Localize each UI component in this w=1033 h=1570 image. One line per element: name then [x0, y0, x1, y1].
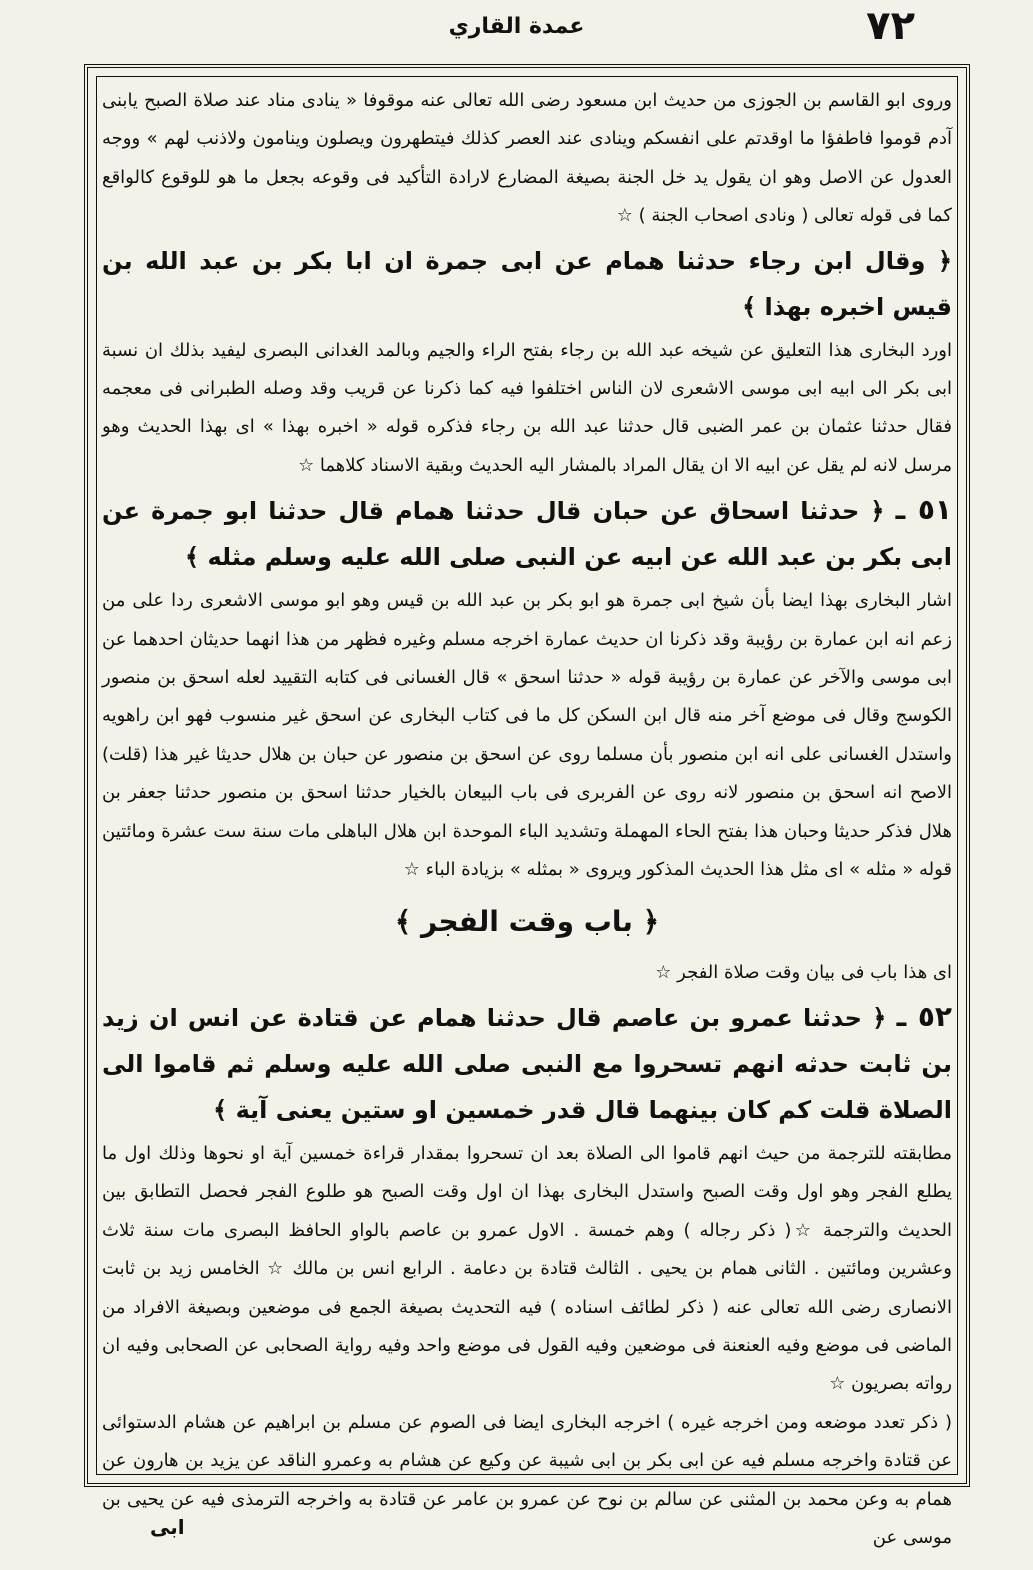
hadith-52-text: ﴿ حدثنا عمرو بن عاصم قال حدثنا همام عن قتادة عن انس ان زید بن ثابت حدثه انهم تسحروا مع النبی صلی الله علیه وسلم ثم قاموا الی الصلاة قلت کم کان بینهما قال قدر خمسین او ستین یعنی آیة ﴾: [102, 1003, 952, 1124]
running-title: عمدة القاري: [448, 14, 585, 39]
paragraph-5: مطابقته للترجمة من حیث انهم قاموا الی الصلاة بعد ان تسحروا بمقدار قراءة خمسین آیة او نحوها وذلك اول ما یطلع الفجر وهو اول وقت الصبح واستدل البخاری بهذا ان اول وقت الصبح هو طلوع الفجر فحصل التطابق بین الحدیث والترجمة ☆( ذکر رجاله ) وهم خمسة . الاول عمرو بن عاصم بالواو الحافظ البصری مات سنة ثلاث وعشرین ومائتین . الثانی همام بن یحیی . الثالث قتادة بن دعامة . الرابع انس بن مالك ☆ الخامس زید بن ثابت الانصاری رضی الله تعالی عنه ( ذکر لطائف اسناده ) فیه التحدیث بصیغة الجمع فی موضعین وبصیغة الافراد من الماضی فی موضع وفیه العنعنة فی موضعین وفیه القول فی موضع واحد وفیه روایة الصحابی عن الصحابی وفیه ان رواته بصریون ☆: [102, 1142, 952, 1395]
page-frame: [84, 64, 970, 1548]
hadith-52-number: ٥٢ ـ: [896, 999, 952, 1033]
hadith-taliq: ﴿ وقال ابن رجاء حدثنا همام عن ابی جمرة ان ابا بکر بن عبد الله بن قیس اخبره بهذا ﴾: [102, 246, 952, 321]
paragraph-4: ای هذا باب فی بیان وقت صلاة الفجر ☆: [655, 961, 952, 983]
hadith-51: [102, 487, 952, 580]
paragraph-2: اورد البخاری هذا التعلیق عن شیخه عبد الله بن رجاء بفتح الراء والجیم وبالمد الغدانی البصری لیفید بذلك ان نسبة ابی بکر الی ابیه ابی موسی الاشعری لان الناس اختلفوا فیه کما ذکرنا عن قریب وقد وصله الطبرانی فی معجمه فقال حدثنا عثمان بن عمر الضبی قال حدثنا عبد الله بن رجاء فذکره قوله « اخبره بهذا » ای بهذا الحدیث وهو مرسل لانه لم یقل عن ابیه الا ان یقال المراد بالمشار الیه الحدیث وبقیة الاسناد کلاهما ☆: [102, 339, 952, 476]
paragraph-3: اشار البخاری بهذا ایضا بأن شیخ ابی جمرة هو ابو بکر بن عبد الله بن قیس وهو ابو موسی الاشعری ردا علی من زعم انه ابن عمارة بن رؤیبة وقد ذکرنا ان حدیث عمارة اخرجه مسلم وغیره فظهر من هذا انهما حدیثان احدهما عن ابی موسی والآخر عن عمارة بن رؤیبة قوله « حدثنا اسحق » قال الغسانی فی کتابه التقیید لعله اسحق بن منصور الکوسج وقال فی موضع آخر منه قال ابن السکن کل ما فی کتاب البخاری عن اسحق غیر منسوب فهو ابن راهویه واستدل الغسانی علی انه ابن منصور بأن مسلما روی عن اسحق بن منصور عن حبان بن هلال حدیثا غیر هذا (قلت) الاصح انه اسحق بن منصور لانه روی عن الفربری فی باب البیعان بالخیار حدثنا اسحق بن منصور حدثنا جعفر بن هلال فذکر حدیثا وحبان هذا بفتح الحاء المهملة وتشدید الباء الموحدة ابن هلال الباهلی مات سنة ست عشرة ومائتین قوله « مثله » ای مثل هذا الحدیث المذکور ویروی « بمثله » بزیادة الباء ☆: [102, 590, 952, 881]
catchword: ابی: [150, 1515, 185, 1539]
chapter-heading: ﴿ باب وقت الفجر ﴾: [394, 904, 660, 938]
hadith-52: [102, 994, 952, 1133]
hadith-51-number: ٥١ ـ: [895, 493, 952, 527]
paragraph-6: ( ذکر تعدد موضعه ومن اخرجه غیره ) اخرجه البخاری ایضا فی الصوم عن مسلم بن ابراهیم عن هشام الدستوائی عن قتادة واخرجه مسلم فیه عن ابی بکر بن ابی شیبة عن وکیع عن هشام به وعمرو الناقد عن یزید بن هارون عن همام به وعن محمد بن المثنی عن سالم بن نوح عن عمرو بن عامر عن قتادة به واخرجه الترمذی فیه عن یحیی بن موسی عن: [102, 1411, 952, 1548]
main-text: [102, 82, 952, 1548]
hadith-51-text: ﴿ حدثنا اسحاق عن حبان قال حدثنا همام قال حدثنا ابو جمرة عن ابی بکر بن عبد الله عن ابیه عن النبی صلی الله علیه وسلم مثله ﴾: [102, 497, 952, 572]
paragraph-1: وروی ابو القاسم بن الجوزی من حدیث ابن مسعود رضی الله تعالی عنه موقوفا « ینادی مناد عند صلاة الصبح یابنی آدم قوموا فاطفؤا ما اوقدتم علی انفسکم وینادی عند العصر کذلك فیتطهرون ویصلون وینامون ولاذنب لهم » ووجه العدول عن الاصل وهو ان یقول ید خل الجنة بصیغة المضارع لارادة التأکید فی وقوعه بجعل ما هو للوقوع کالواقع کما فی قوله تعالی ( ونادی اصحاب الجنة ) ☆: [102, 90, 952, 227]
page-number: ٧٢: [866, 3, 915, 49]
